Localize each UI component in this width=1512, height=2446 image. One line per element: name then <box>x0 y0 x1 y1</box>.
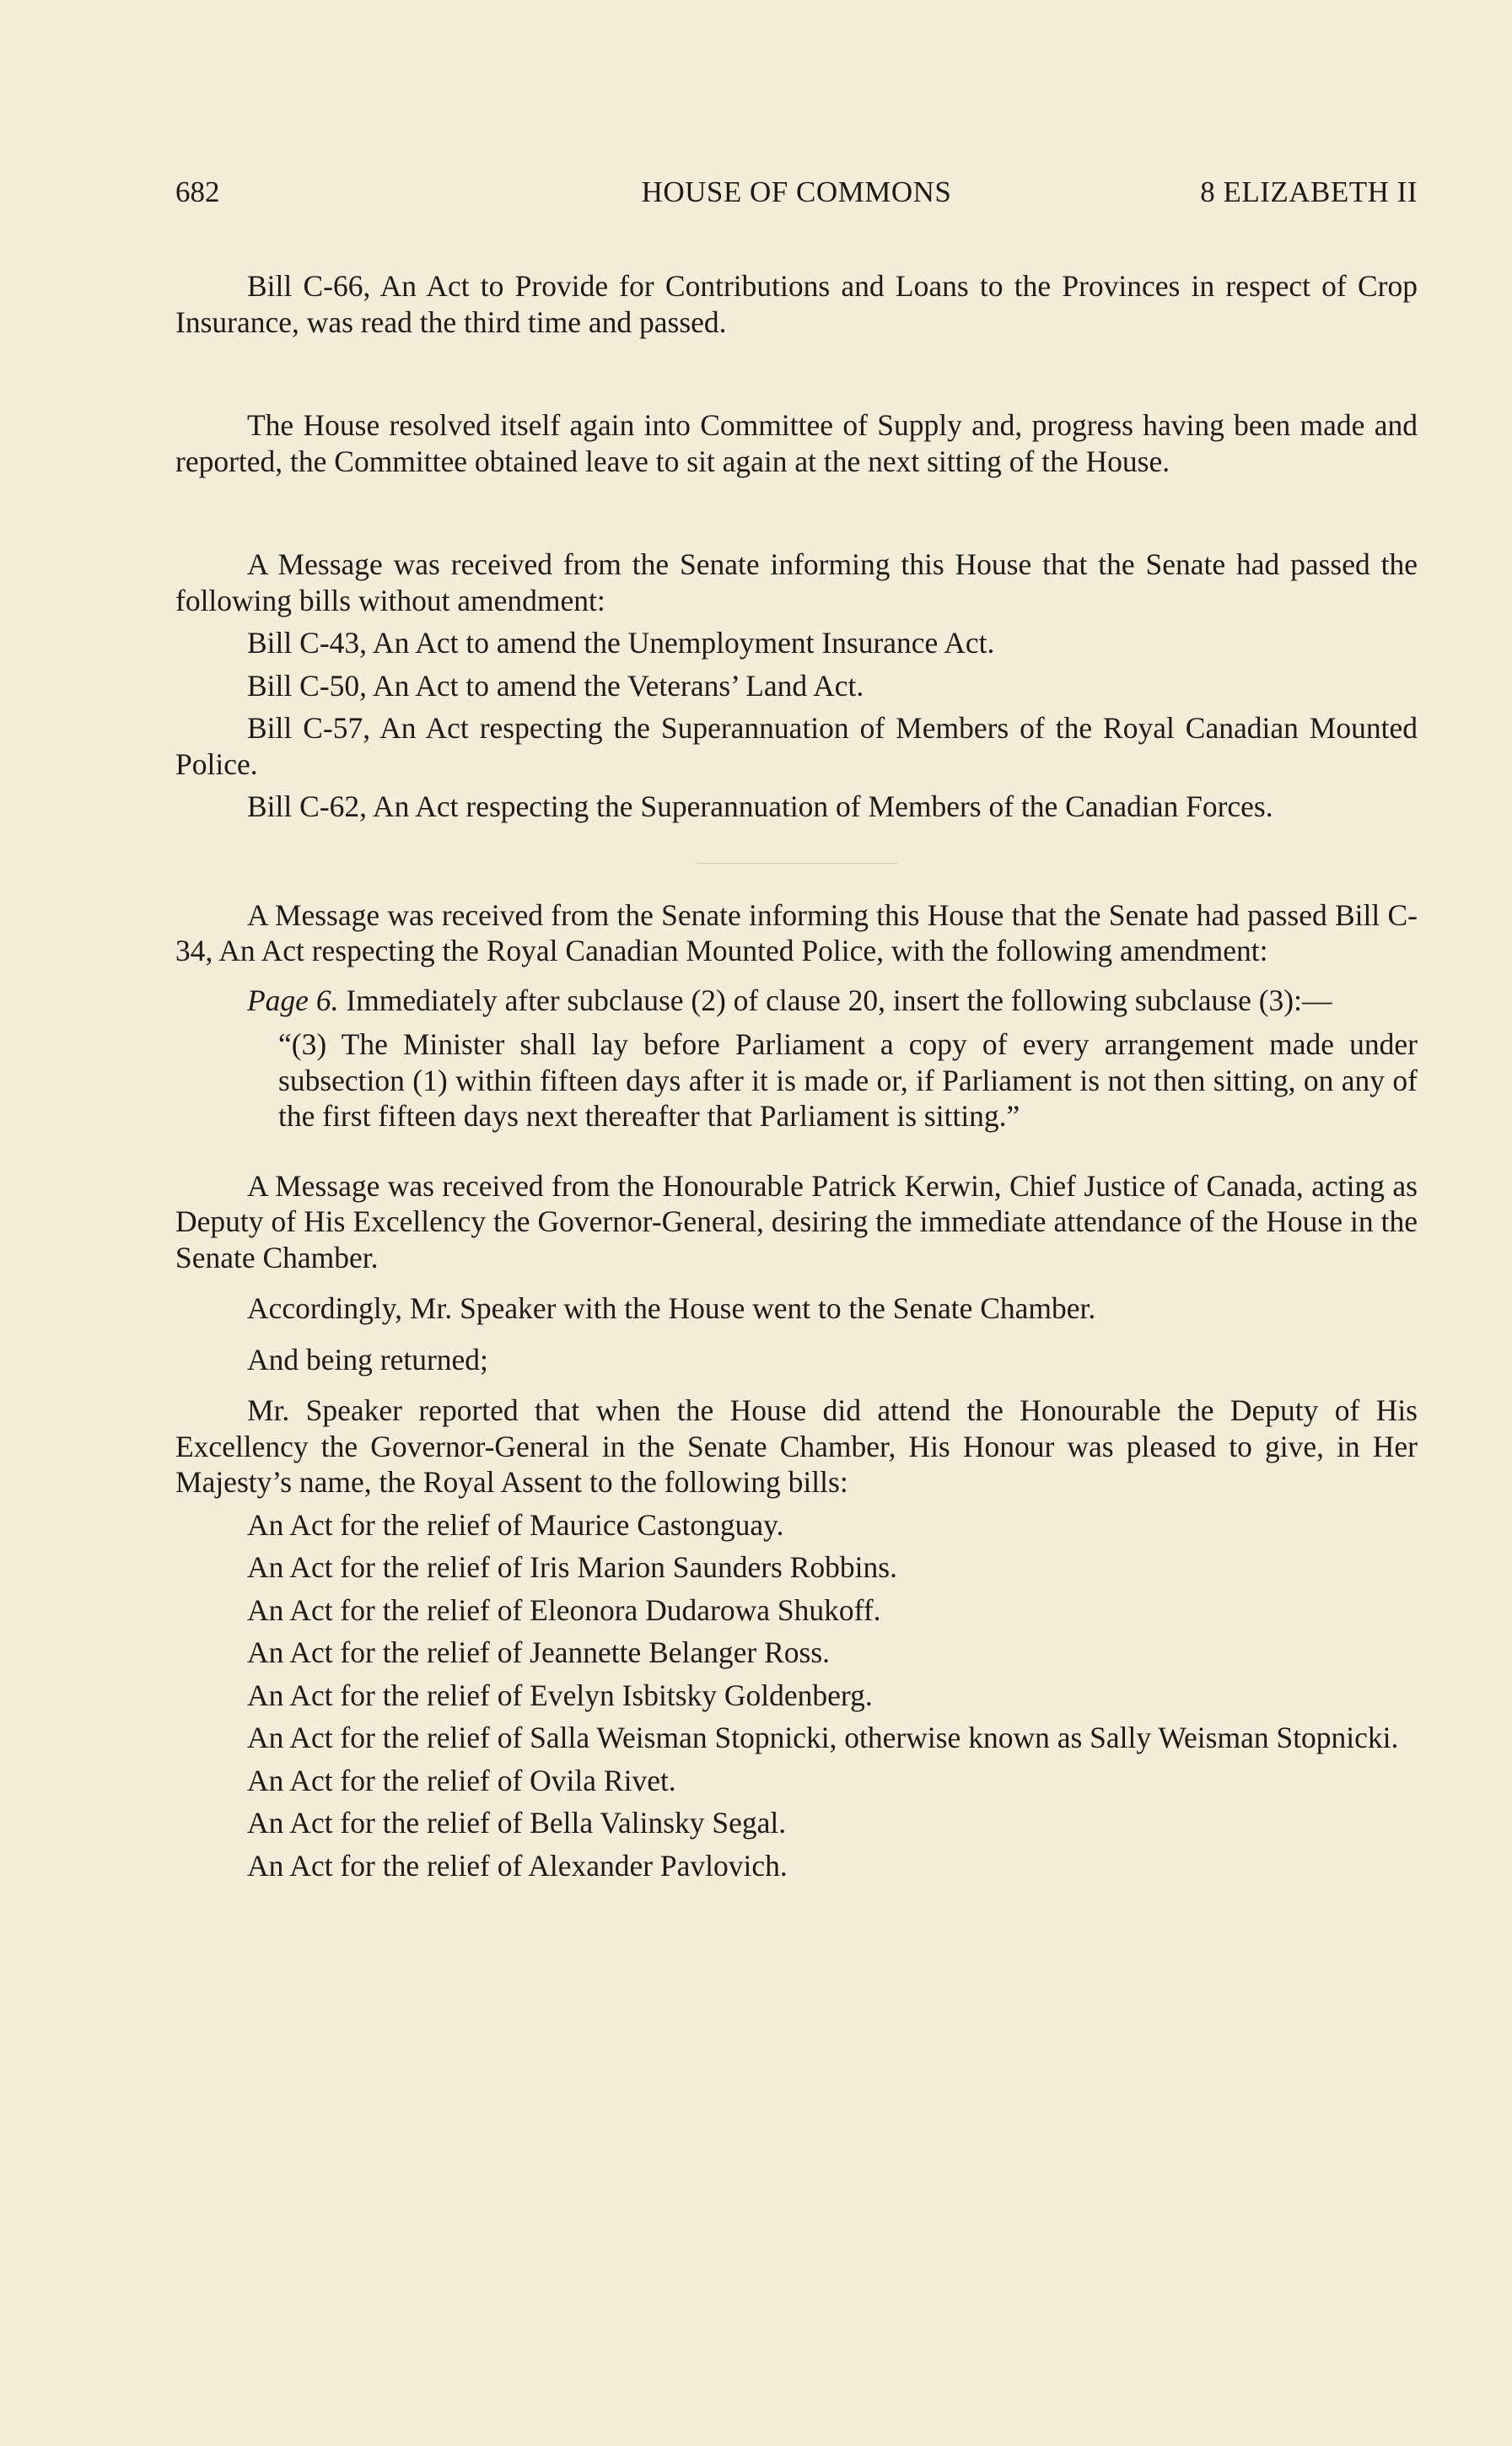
bill-item: Bill C-50, An Act to amend the Veterans’ Land Act. <box>247 668 864 703</box>
running-title: HOUSE OF COMMONS <box>641 175 952 208</box>
amendment-paragraph <box>175 983 1418 1019</box>
regnal-year: 8 ELIZABETH II <box>1200 175 1418 208</box>
senate-chamber-paragraph: Accordingly, Mr. Speaker with the House went to the Senate Chamber. <box>247 1291 1096 1325</box>
deputy-message-paragraph: A Message was received from the Honourable Patrick Kerwin, Chief Justice of Canada, acting as Deputy of His Excellency the Governor-General, desiring the immediate attendance of the House in the Senate Chamber. <box>175 1168 1418 1274</box>
relief-act-item: An Act for the relief of Evelyn Isbitsky Goldenberg. <box>247 1678 873 1712</box>
relief-act-item: An Act for the relief of Ovila Rivet. <box>247 1763 676 1797</box>
page-reference: Page 6. <box>247 983 339 1017</box>
relief-act-item: An Act for the relief of Jeannette Belanger Ross. <box>247 1635 831 1669</box>
senate-message-paragraph: A Message was received from the Senate informing this House that the Senate had passed the following bills without amendment: <box>175 547 1418 617</box>
relief-act-item: An Act for the relief of Iris Marion Saunders Robbins. <box>247 1550 897 1584</box>
bill-item: Bill C-57, An Act respecting the Superannuation of Members of the Royal Canadian Mounted Police. <box>175 711 1418 781</box>
relief-act-item: An Act for the relief of Bella Valinsky Segal. <box>247 1806 787 1840</box>
relief-act-item: An Act for the relief of Salla Weisman Stopnicki, otherwise known as Sally Weisman Stopnicki. <box>247 1721 1399 1754</box>
page-header <box>175 175 1418 216</box>
bill-item: Bill C-62, An Act respecting the Superannuation of Members of the Canadian Forces. <box>247 789 1273 823</box>
bill-c66-paragraph: Bill C-66, An Act to Provide for Contributions and Loans to the Provinces in respect of Crop Insurance, was read the third time and passed. <box>175 269 1418 339</box>
relief-act-item: An Act for the relief of Eleonora Dudarowa Shukoff. <box>247 1592 881 1627</box>
relief-act-item: An Act for the relief of Maurice Castonguay. <box>247 1507 784 1542</box>
page-number: 682 <box>175 175 220 208</box>
returned-paragraph: And being returned; <box>247 1342 488 1377</box>
section-divider <box>696 863 898 864</box>
amendment-text: Immediately after subclause (2) of clause 20, insert the following subclause (3):— <box>338 983 1332 1017</box>
bill-item: Bill C-43, An Act to amend the Unemployment Insurance Act. <box>247 626 995 660</box>
committee-of-supply-paragraph: The House resolved itself again into Committee of Supply and, progress having been made and reported, the Committee obtained leave to sit again at the next sitting of the House. <box>175 408 1418 478</box>
page-body <box>175 268 1418 1883</box>
royal-assent-paragraph: Mr. Speaker reported that when the House did attend the Honourable the Deputy of His Excellency the Governor-General in the Senate Chamber, His Honour was pleased to give, in Her Majesty’s name, the Royal Assent to the following bills: <box>175 1393 1418 1499</box>
amendment-quote: “(3) The Minister shall lay before Parliament a copy of every arrangement made under subsection (1) within fifteen days after it is made or, if Parliament is not then sitting, on any of the first fifteen days next thereafter that Parliament is sitting.” <box>278 1027 1418 1133</box>
relief-act-item: An Act for the relief of Alexander Pavlovich. <box>247 1848 788 1883</box>
senate-amendment-paragraph: A Message was received from the Senate informing this House that the Senate had passed Bill C-34, An Act respecting the Royal Canadian Mounted Police, with the following amendment: <box>175 897 1418 967</box>
